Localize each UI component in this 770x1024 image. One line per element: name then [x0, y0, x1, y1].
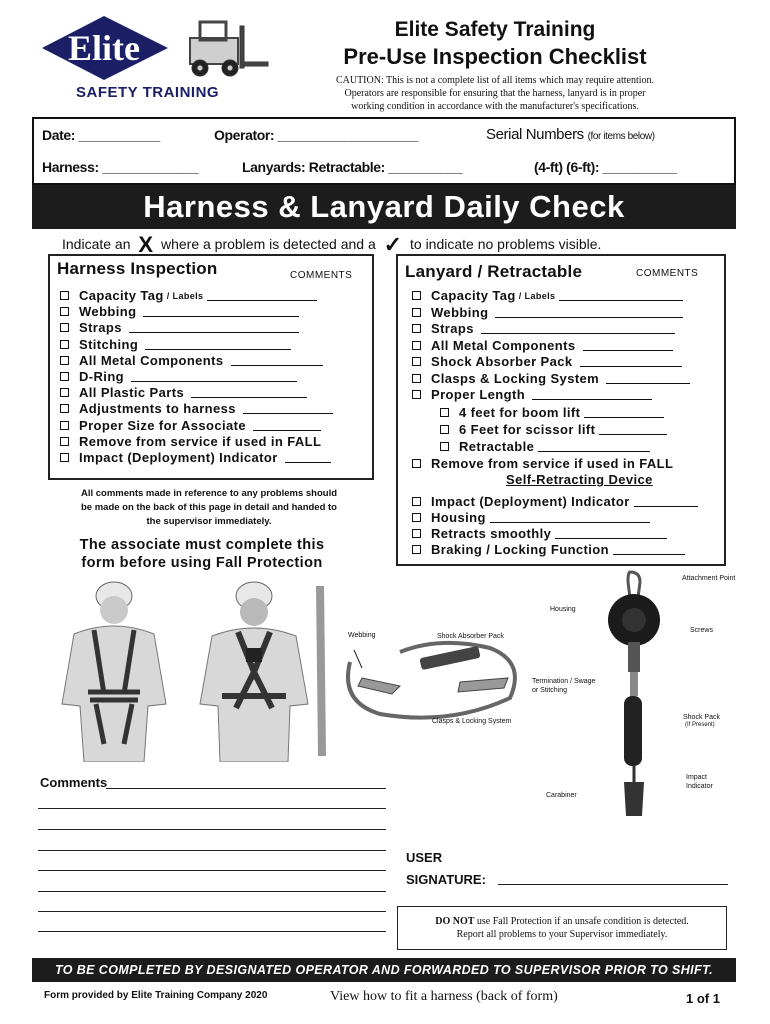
- checklist-item[interactable]: [60, 450, 331, 465]
- comment-line[interactable]: [613, 544, 685, 555]
- checklist-item[interactable]: [60, 369, 297, 384]
- checklist-item-note: / Labels: [518, 290, 556, 301]
- checklist-item[interactable]: [412, 338, 673, 353]
- harness-back-image: [192, 576, 338, 762]
- check-mark-icon: ✓: [383, 232, 403, 257]
- checklist-item-label: Capacity Tag: [79, 288, 164, 303]
- checklist-item[interactable]: [60, 304, 299, 319]
- comment-line[interactable]: [145, 339, 291, 350]
- comment-line[interactable]: [583, 340, 673, 351]
- checklist-item-label: Shock Absorber Pack: [431, 354, 573, 369]
- checklist-item[interactable]: [60, 418, 321, 433]
- checkbox[interactable]: [412, 390, 421, 399]
- checkbox[interactable]: [60, 388, 69, 397]
- harness-front-image: [44, 574, 184, 762]
- impact-indicator-label: Impact Indicator: [686, 774, 713, 790]
- comments-line[interactable]: [38, 931, 386, 932]
- logo-subtitle: SAFETY TRAINING: [76, 84, 220, 101]
- checklist-item-label: Stitching: [79, 336, 139, 352]
- webbing-label: Webbing: [348, 632, 376, 639]
- checklist-item-label: 4 feet for boom lift: [459, 405, 581, 420]
- comment-line[interactable]: [555, 528, 667, 539]
- checkbox[interactable]: [440, 442, 449, 451]
- checkbox[interactable]: [60, 453, 69, 462]
- comments-line[interactable]: [38, 870, 386, 871]
- comment-line[interactable]: [580, 356, 682, 367]
- retractable-device-image: [600, 570, 670, 820]
- checklist-item[interactable]: [412, 321, 675, 336]
- lanyard-retractable-box: [396, 254, 726, 566]
- checklist-item[interactable]: [60, 401, 333, 416]
- forklift-icon: [190, 22, 268, 76]
- comment-line[interactable]: [143, 306, 299, 317]
- comment-line[interactable]: [532, 389, 652, 400]
- lanyard-box-title: Lanyard / Retractable: [405, 262, 583, 281]
- checklist-item-label: Retracts smoothly: [431, 526, 552, 541]
- checklist-item-label: All Plastic Parts: [79, 385, 185, 401]
- checkbox[interactable]: [60, 307, 69, 316]
- comment-line[interactable]: [606, 373, 690, 384]
- comment-line[interactable]: [559, 290, 683, 301]
- do-not-use-note: DO NOT use Fall Protection if an unsafe condition is detected. Report all problems to your Supervisor immediately.: [397, 906, 727, 950]
- checklist-item-label: Remove from service if used in FALL: [79, 433, 322, 449]
- elite-logo: [40, 12, 270, 84]
- checkbox[interactable]: [412, 324, 421, 333]
- signature-label: SIGNATURE:: [406, 872, 486, 887]
- comments-label: Comments: [40, 775, 108, 790]
- checklist-item[interactable]: [60, 385, 307, 400]
- bottom-banner: TO BE COMPLETED BY DESIGNATED OPERATOR AND FORWARDED TO SUPERVISOR PRIOR TO SHIFT.: [32, 958, 736, 982]
- comments-instruction-end: the supervisor immediately.: [146, 516, 272, 527]
- checklist-item-label: Impact (Deployment) Indicator: [79, 450, 278, 465]
- comment-line[interactable]: [599, 424, 667, 435]
- harness-inspection-box: [48, 254, 374, 480]
- checklist-item-label: All Metal Components: [79, 352, 224, 368]
- comment-line[interactable]: [481, 323, 675, 334]
- checklist-item[interactable]: [412, 288, 683, 303]
- info-box: [32, 117, 736, 185]
- footer-provider: Form provided by Elite Training Company 2020: [44, 990, 268, 1001]
- comment-line[interactable]: [495, 307, 683, 318]
- lanyards-field[interactable]: Lanyards: Retractable: __________: [242, 159, 463, 175]
- comment-line[interactable]: [243, 403, 333, 414]
- comment-line[interactable]: [538, 441, 650, 452]
- checklist-item[interactable]: [60, 288, 317, 303]
- checklist-item-label: Remove from service if used in FALL: [431, 456, 674, 471]
- date-field[interactable]: Date: ___________: [42, 127, 160, 143]
- checkbox[interactable]: [60, 291, 69, 300]
- lanyard-comments-label: COMMENTS: [636, 268, 699, 279]
- caution-note: CAUTION: This is not a complete list of all items which may require attention. Operators are responsible for ensuring that the harness, lanyard is in proper working condition in accordance with the manufacturer's specifications.: [335, 75, 655, 112]
- comment-line[interactable]: [131, 371, 297, 382]
- comment-line[interactable]: [253, 420, 321, 431]
- footer-page-number: 1 of 1: [686, 991, 720, 1006]
- shock-pack-label: Shock Absorber Pack: [437, 633, 504, 640]
- checklist-item-note: / Labels: [166, 290, 204, 301]
- screws-label: Screws: [690, 627, 713, 634]
- checklist-item-label: Proper Size for Associate: [79, 417, 247, 433]
- checklist-item-label: All Metal Components: [431, 337, 576, 353]
- comments-instruction: All comments made in reference to any problems should be made on the back of this page in detail and handed to: [80, 488, 338, 513]
- comment-line[interactable]: [231, 355, 323, 366]
- checkbox[interactable]: [412, 357, 421, 366]
- signature-line[interactable]: [498, 884, 728, 885]
- checklist-item-label: Proper Length: [431, 387, 526, 402]
- checkbox[interactable]: [412, 529, 421, 538]
- checklist-item-label: Impact (Deployment) Indicator: [431, 494, 630, 509]
- self-retracting-heading: Self-Retracting Device: [506, 472, 653, 487]
- harness-box-title: Harness Inspection: [57, 259, 218, 278]
- checkbox[interactable]: [60, 404, 69, 413]
- checkbox[interactable]: [412, 497, 421, 506]
- harness-comments-label: COMMENTS: [290, 270, 353, 281]
- comment-line[interactable]: [634, 496, 698, 507]
- termination-label: Termination / Swage or Stitching: [532, 678, 596, 694]
- checkbox[interactable]: [412, 545, 421, 554]
- checklist-item-label: Housing: [431, 510, 486, 525]
- checklist-item[interactable]: [412, 371, 690, 386]
- checklist-item[interactable]: [412, 510, 650, 525]
- form-subtitle: Pre-Use Inspection Checklist: [343, 44, 647, 69]
- checkbox[interactable]: [60, 372, 69, 381]
- checklist-item[interactable]: [412, 456, 673, 471]
- checkbox[interactable]: [412, 374, 421, 383]
- clasps-label: Clasps & Locking System: [432, 718, 512, 725]
- checklist-item[interactable]: [60, 434, 324, 449]
- checklist-item[interactable]: [412, 387, 652, 402]
- checklist-item[interactable]: [412, 494, 698, 509]
- comments-line[interactable]: [38, 829, 386, 830]
- checkbox[interactable]: [60, 340, 69, 349]
- comments-line[interactable]: [38, 891, 386, 892]
- checkbox[interactable]: [60, 437, 69, 446]
- comment-line[interactable]: [207, 290, 317, 301]
- shock-pack-right-label: Shock Pack: [683, 714, 720, 721]
- checkbox[interactable]: [412, 308, 421, 317]
- checkbox[interactable]: [440, 425, 449, 434]
- serial-numbers-label: Serial Numbers (for items below): [486, 126, 655, 143]
- checklist-item-label: Webbing: [431, 304, 489, 320]
- indicate-instructions: Indicate an X where a problem is detected and a ✓ to indicate no problems visible.: [62, 232, 602, 257]
- checklist-item[interactable]: [60, 320, 299, 335]
- checkbox[interactable]: [412, 513, 421, 522]
- attachment-point-label: Attachment Point: [682, 575, 736, 582]
- comment-line[interactable]: [285, 452, 331, 463]
- checklist-item-label: Clasps & Locking System: [431, 370, 600, 386]
- checkbox[interactable]: [412, 291, 421, 300]
- lengths-field[interactable]: (4-ft) (6-ft): __________: [534, 159, 677, 175]
- checklist-item[interactable]: [412, 526, 667, 541]
- checkbox[interactable]: [412, 341, 421, 350]
- checklist-item[interactable]: [60, 353, 323, 368]
- footer-fit-harness-link[interactable]: View how to fit a harness (back of form): [330, 989, 558, 1004]
- comment-line[interactable]: [584, 407, 664, 418]
- checklist-item-label: Adjustments to harness: [79, 401, 236, 417]
- checkbox[interactable]: [412, 459, 421, 468]
- checkbox[interactable]: [440, 408, 449, 417]
- comment-line[interactable]: [490, 512, 650, 523]
- checklist-item-label: Capacity Tag: [431, 288, 516, 303]
- harness-field[interactable]: Harness: _____________: [42, 159, 199, 175]
- comment-line[interactable]: [191, 387, 307, 398]
- comments-line[interactable]: [106, 788, 386, 789]
- checklist-item-label: Straps: [79, 320, 122, 336]
- checklist-item[interactable]: [412, 354, 682, 369]
- checkbox[interactable]: [60, 356, 69, 365]
- checklist-item-label: Webbing: [79, 304, 137, 320]
- daily-check-banner: Harness & Lanyard Daily Check: [32, 185, 736, 229]
- checklist-item[interactable]: [440, 405, 664, 420]
- checklist-item[interactable]: [60, 337, 291, 352]
- checkbox[interactable]: [60, 421, 69, 430]
- housing-label: Housing: [550, 606, 576, 613]
- shock-pack-note: (If Present): [685, 722, 715, 728]
- checkbox[interactable]: [60, 323, 69, 332]
- checklist-item-label: Braking / Locking Function: [431, 542, 609, 557]
- comments-line[interactable]: [38, 911, 386, 912]
- operator-field[interactable]: Operator: ___________________: [214, 127, 419, 143]
- checklist-item[interactable]: [440, 422, 667, 437]
- must-complete-note: The associate must complete this form before using Fall Protection: [79, 537, 325, 571]
- checklist-item-label: D-Ring: [79, 369, 124, 384]
- comments-line[interactable]: [38, 808, 386, 809]
- form-title: Elite Safety Training: [394, 18, 596, 41]
- carabiner-label: Carabiner: [546, 792, 577, 799]
- checklist-item[interactable]: [440, 439, 650, 454]
- checklist-item-label: Retractable: [459, 439, 535, 454]
- comments-line[interactable]: [38, 850, 386, 851]
- checklist-item[interactable]: [412, 542, 685, 557]
- user-label: USER: [406, 850, 443, 865]
- x-mark-icon: X: [138, 232, 154, 257]
- checklist-item-label: 6 Feet for scissor lift: [459, 422, 596, 437]
- checklist-item[interactable]: [412, 305, 683, 320]
- comment-line[interactable]: [129, 322, 299, 333]
- logo-word: Elite: [68, 28, 140, 68]
- checklist-item-label: Straps: [431, 321, 474, 336]
